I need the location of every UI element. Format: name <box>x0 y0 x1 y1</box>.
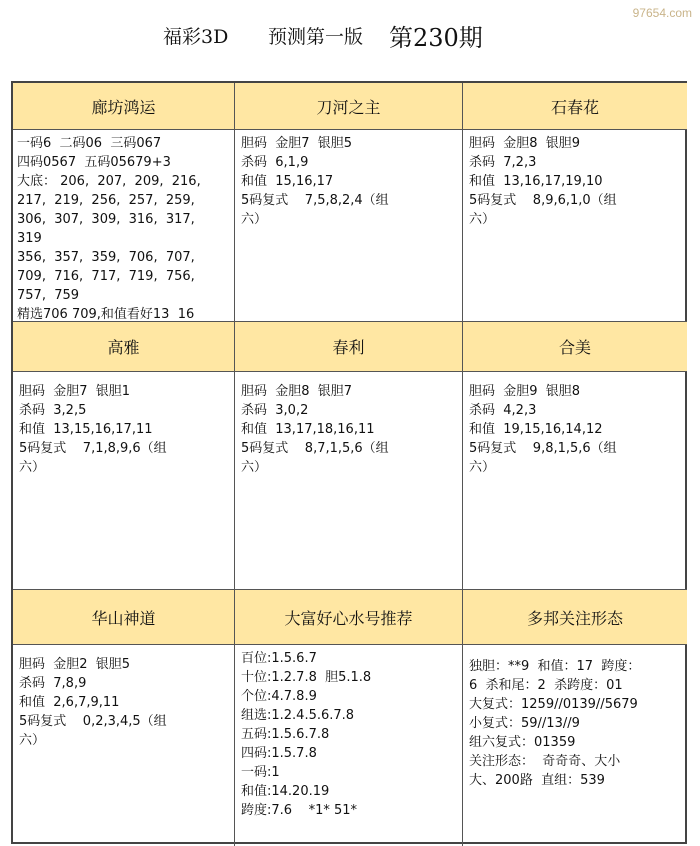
cell-body <box>13 645 235 846</box>
cell-line: 5码复式 0,2,3,4,5（组 <box>19 714 167 729</box>
cell-line: 6 杀和尾：2 杀跨度：01 <box>469 678 623 693</box>
cell-line: 5码复式 7,5,8,2,4（组 <box>241 193 389 208</box>
cell-line: 一码6 二码06 三码067 <box>17 136 162 151</box>
cell-line: 杀码 3,0,2 <box>241 403 309 418</box>
lottery-name: 福彩3D <box>163 26 229 48</box>
prediction-grid <box>11 81 687 844</box>
cell-line: 757, 759 <box>17 288 80 303</box>
cell-line: 306, 307, 309, 316, 317, <box>17 212 195 227</box>
cell-line: 和值 13,16,17,19,10 <box>469 174 603 189</box>
cell-line: 大复式：1259//0139//5679 <box>469 697 638 712</box>
cell-line: 杀码 7,8,9 <box>19 676 87 691</box>
cell-line: 五码:1.5.6.7.8 <box>241 727 330 742</box>
cell-line: 六） <box>241 212 268 227</box>
cell-line: 杀码 4,2,3 <box>469 403 537 418</box>
cell-line: 六） <box>469 212 496 227</box>
cell-line: 杀码 7,2,3 <box>469 155 537 170</box>
cell-line: 356, 357, 359, 706, 707, <box>17 250 195 265</box>
cell-line: 5码复式 8,7,1,5,6（组 <box>241 441 389 456</box>
cell-line: 5码复式 9,8,1,5,6（组 <box>469 441 617 456</box>
cell-line: 杀码 3,2,5 <box>19 403 87 418</box>
cell-body <box>235 645 463 846</box>
cell-line: 和值 13,17,18,16,11 <box>241 422 375 437</box>
cell-line: 六） <box>19 460 46 475</box>
issue-number: 第230期 <box>389 24 483 52</box>
cell-line: 百位:1.5.6.7 <box>241 651 317 666</box>
cell-line: 一码:1 <box>241 765 280 780</box>
cell-line: 四码0567 五码05679+3 <box>17 155 171 170</box>
cell-line: 大底： 206, 207, 209, 216, <box>17 174 201 189</box>
edition-label: 预测第一版 <box>268 26 364 48</box>
cell-body <box>463 372 687 590</box>
cell-title: 刀河之主 <box>235 83 463 130</box>
cell-line: 六） <box>469 460 496 475</box>
cell-line: 胆码 金胆7 银胆5 <box>241 136 353 151</box>
cell-line: 六） <box>241 460 268 475</box>
cell-line: 5码复式 8,9,6,1,0（组 <box>469 193 617 208</box>
site-watermark: 97654.com <box>632 6 692 20</box>
cell-line: 胆码 金胆7 银胆1 <box>19 384 131 399</box>
cell-title: 合美 <box>463 322 687 372</box>
cell-line: 和值 13,15,16,17,11 <box>19 422 153 437</box>
cell-title: 华山神道 <box>13 590 235 645</box>
cell-line: 709, 716, 717, 719, 756, <box>17 269 195 284</box>
cell-line: 和值 2,6,7,9,11 <box>19 695 120 710</box>
cell-body <box>13 372 235 590</box>
cell-title: 高雅 <box>13 322 235 372</box>
cell-line: 个位:4.7.8.9 <box>241 689 317 704</box>
cell-title: 廊坊鸿运 <box>13 83 235 130</box>
cell-line: 319 <box>17 231 42 246</box>
cell-line: 十位:1.2.7.8 胆5.1.8 <box>241 670 372 685</box>
cell-body <box>463 130 687 322</box>
cell-line: 5码复式 7,1,8,9,6（组 <box>19 441 167 456</box>
cell-line: 独胆：**9 和值：17 跨度： <box>469 659 641 674</box>
page-title <box>0 16 700 56</box>
cell-line: 六） <box>19 733 46 748</box>
cell-body <box>13 130 235 322</box>
cell-line: 和值:14.20.19 <box>241 784 330 799</box>
cell-line: 四码:1.5.7.8 <box>241 746 317 761</box>
cell-line: 跨度:7.6 *1* 51* <box>241 803 358 818</box>
cell-line: 胆码 金胆9 银胆8 <box>469 384 581 399</box>
cell-line: 和值 19,15,16,14,12 <box>469 422 603 437</box>
cell-line: 胆码 金胆2 银胆5 <box>19 657 131 672</box>
cell-line: 组六复式：01359 <box>469 735 576 750</box>
cell-title: 石春花 <box>463 83 687 130</box>
cell-line: 胆码 金胆8 银胆9 <box>469 136 581 151</box>
cell-line: 关注形态： 奇奇奇、大小 <box>469 754 621 769</box>
cell-line: 大、200路 直组：539 <box>469 773 605 788</box>
cell-title: 多邦关注形态 <box>463 590 687 645</box>
cell-line: 胆码 金胆8 银胆7 <box>241 384 353 399</box>
cell-line: 小复式：59//13//9 <box>469 716 580 731</box>
cell-body <box>463 645 687 846</box>
cell-line: 精选706 709,和值看好13 16 <box>17 307 195 322</box>
cell-title: 春利 <box>235 322 463 372</box>
cell-line: 和值 15,16,17 <box>241 174 334 189</box>
cell-line: 组选:1.2.4.5.6.7.8 <box>241 708 355 723</box>
cell-title: 大富好心水号推荐 <box>235 590 463 645</box>
cell-body <box>235 372 463 590</box>
cell-body <box>235 130 463 322</box>
cell-line: 217, 219, 256, 257, 259, <box>17 193 195 208</box>
cell-line: 杀码 6,1,9 <box>241 155 309 170</box>
